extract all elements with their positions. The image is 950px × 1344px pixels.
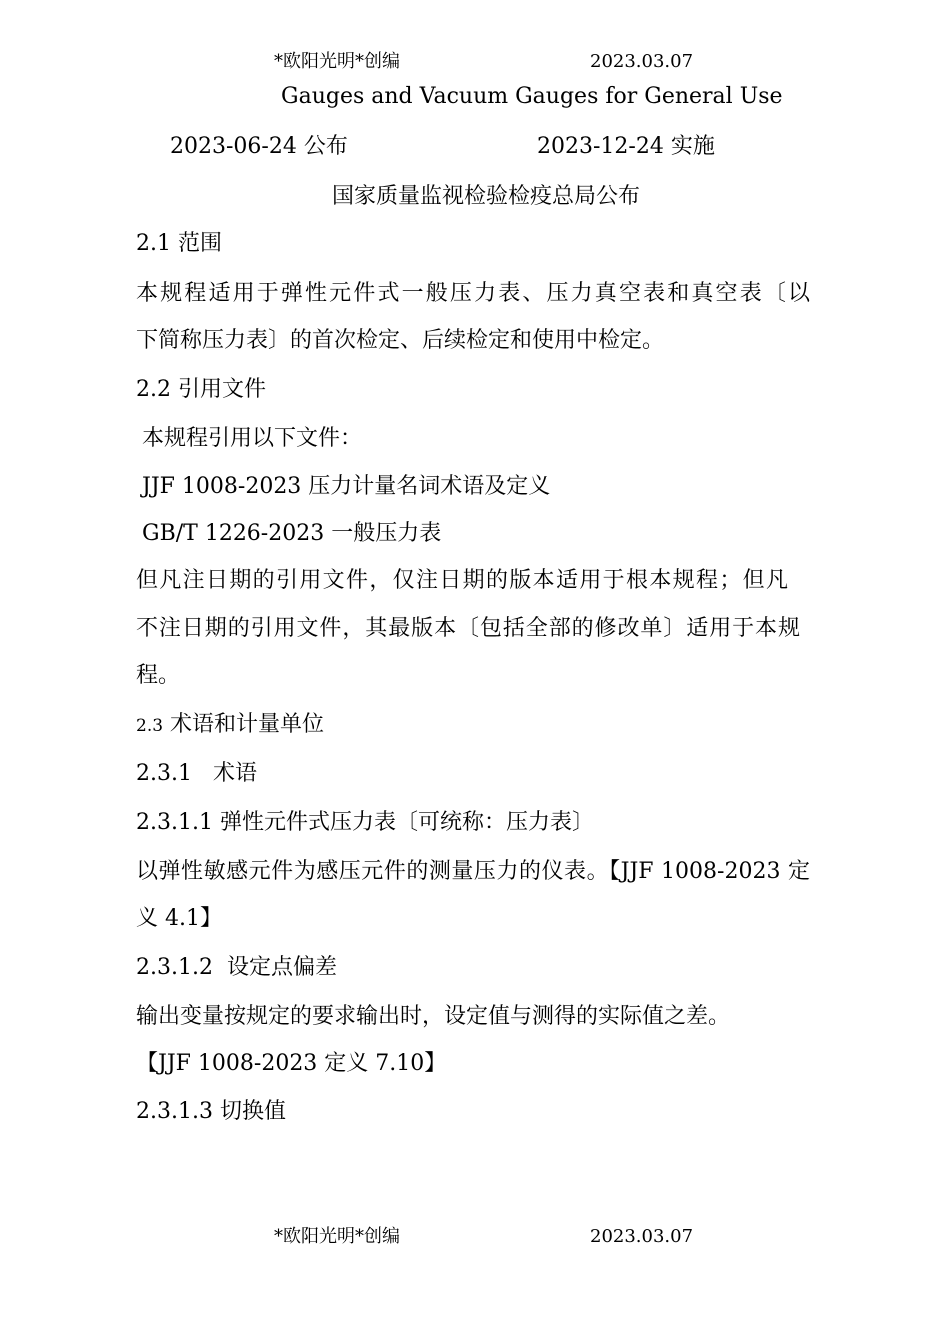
section-2-3-1-heading: 2.3.1 术语 xyxy=(136,761,257,786)
section-2-1-paragraph-line-1: 本规程适用于弹性元件式一般压力表、压力真空表和真空表〔以 xyxy=(136,281,810,306)
section-2-2-note-line-3: 程。 xyxy=(136,663,181,688)
footer-date: 2023.03.07 xyxy=(590,1226,694,1247)
reference-item-1: JJF 1008-2023 压力计量名词术语及定义 xyxy=(142,474,551,499)
section-2-3-1-1-definition-line-2: 义 4.1】 xyxy=(136,906,222,931)
section-2-3-1-1-heading: 2.3.1.1 弹性元件式压力表〔可统称：压力表〕 xyxy=(136,810,594,835)
header-date: 2023.03.07 xyxy=(590,51,694,72)
publish-date: 2023-06-24 公布 xyxy=(170,134,348,159)
section-2-2-note-line-1: 但凡注日期的引用文件，仅注日期的版本适用于根本规程；但凡 xyxy=(136,568,788,593)
english-title: Gauges and Vacuum Gauges for General Use xyxy=(281,84,783,109)
section-2-3-1-2-heading: 2.3.1.2 设定点偏差 xyxy=(136,955,337,980)
section-2-3-1-3-heading: 2.3.1.3 切换值 xyxy=(136,1099,286,1124)
header-author: *欧阳光明*创编 xyxy=(274,51,400,72)
section-2-2-intro: 本规程引用以下文件： xyxy=(142,426,363,451)
issuer: 国家质量监视检验检疫总局公布 xyxy=(332,184,641,209)
footer-author: *欧阳光明*创编 xyxy=(274,1226,400,1247)
section-2-3-heading xyxy=(136,714,324,736)
section-2-3-number: 2.3 xyxy=(136,716,164,736)
section-2-3-1-2-definition: 输出变量按规定的要求输出时，设定值与测得的实际值之差。 xyxy=(136,1004,731,1029)
implement-date: 2023-12-24 实施 xyxy=(537,134,715,159)
section-2-3-1-2-reference: 【JJF 1008-2023 定义 7.10】 xyxy=(136,1051,447,1076)
section-2-3-title: 术语和计量单位 xyxy=(163,712,325,737)
section-2-3-1-1-definition-line-1: 以弹性敏感元件为感压元件的测量压力的仪表。【JJF 1008-2023 定 xyxy=(136,859,810,884)
section-2-1-heading: 2.1 范围 xyxy=(136,231,222,256)
section-2-2-heading: 2.2 引用文件 xyxy=(136,377,266,402)
section-2-1-paragraph-line-2: 下简称压力表〕的首次检定、后续检定和使用中检定。 xyxy=(136,328,665,353)
section-2-2-note-line-2: 不注日期的引用文件，其最版本〔包括全部的修改单〕适用于本规 xyxy=(136,616,800,641)
reference-item-2: GB/T 1226-2023 一般压力表 xyxy=(142,521,442,546)
